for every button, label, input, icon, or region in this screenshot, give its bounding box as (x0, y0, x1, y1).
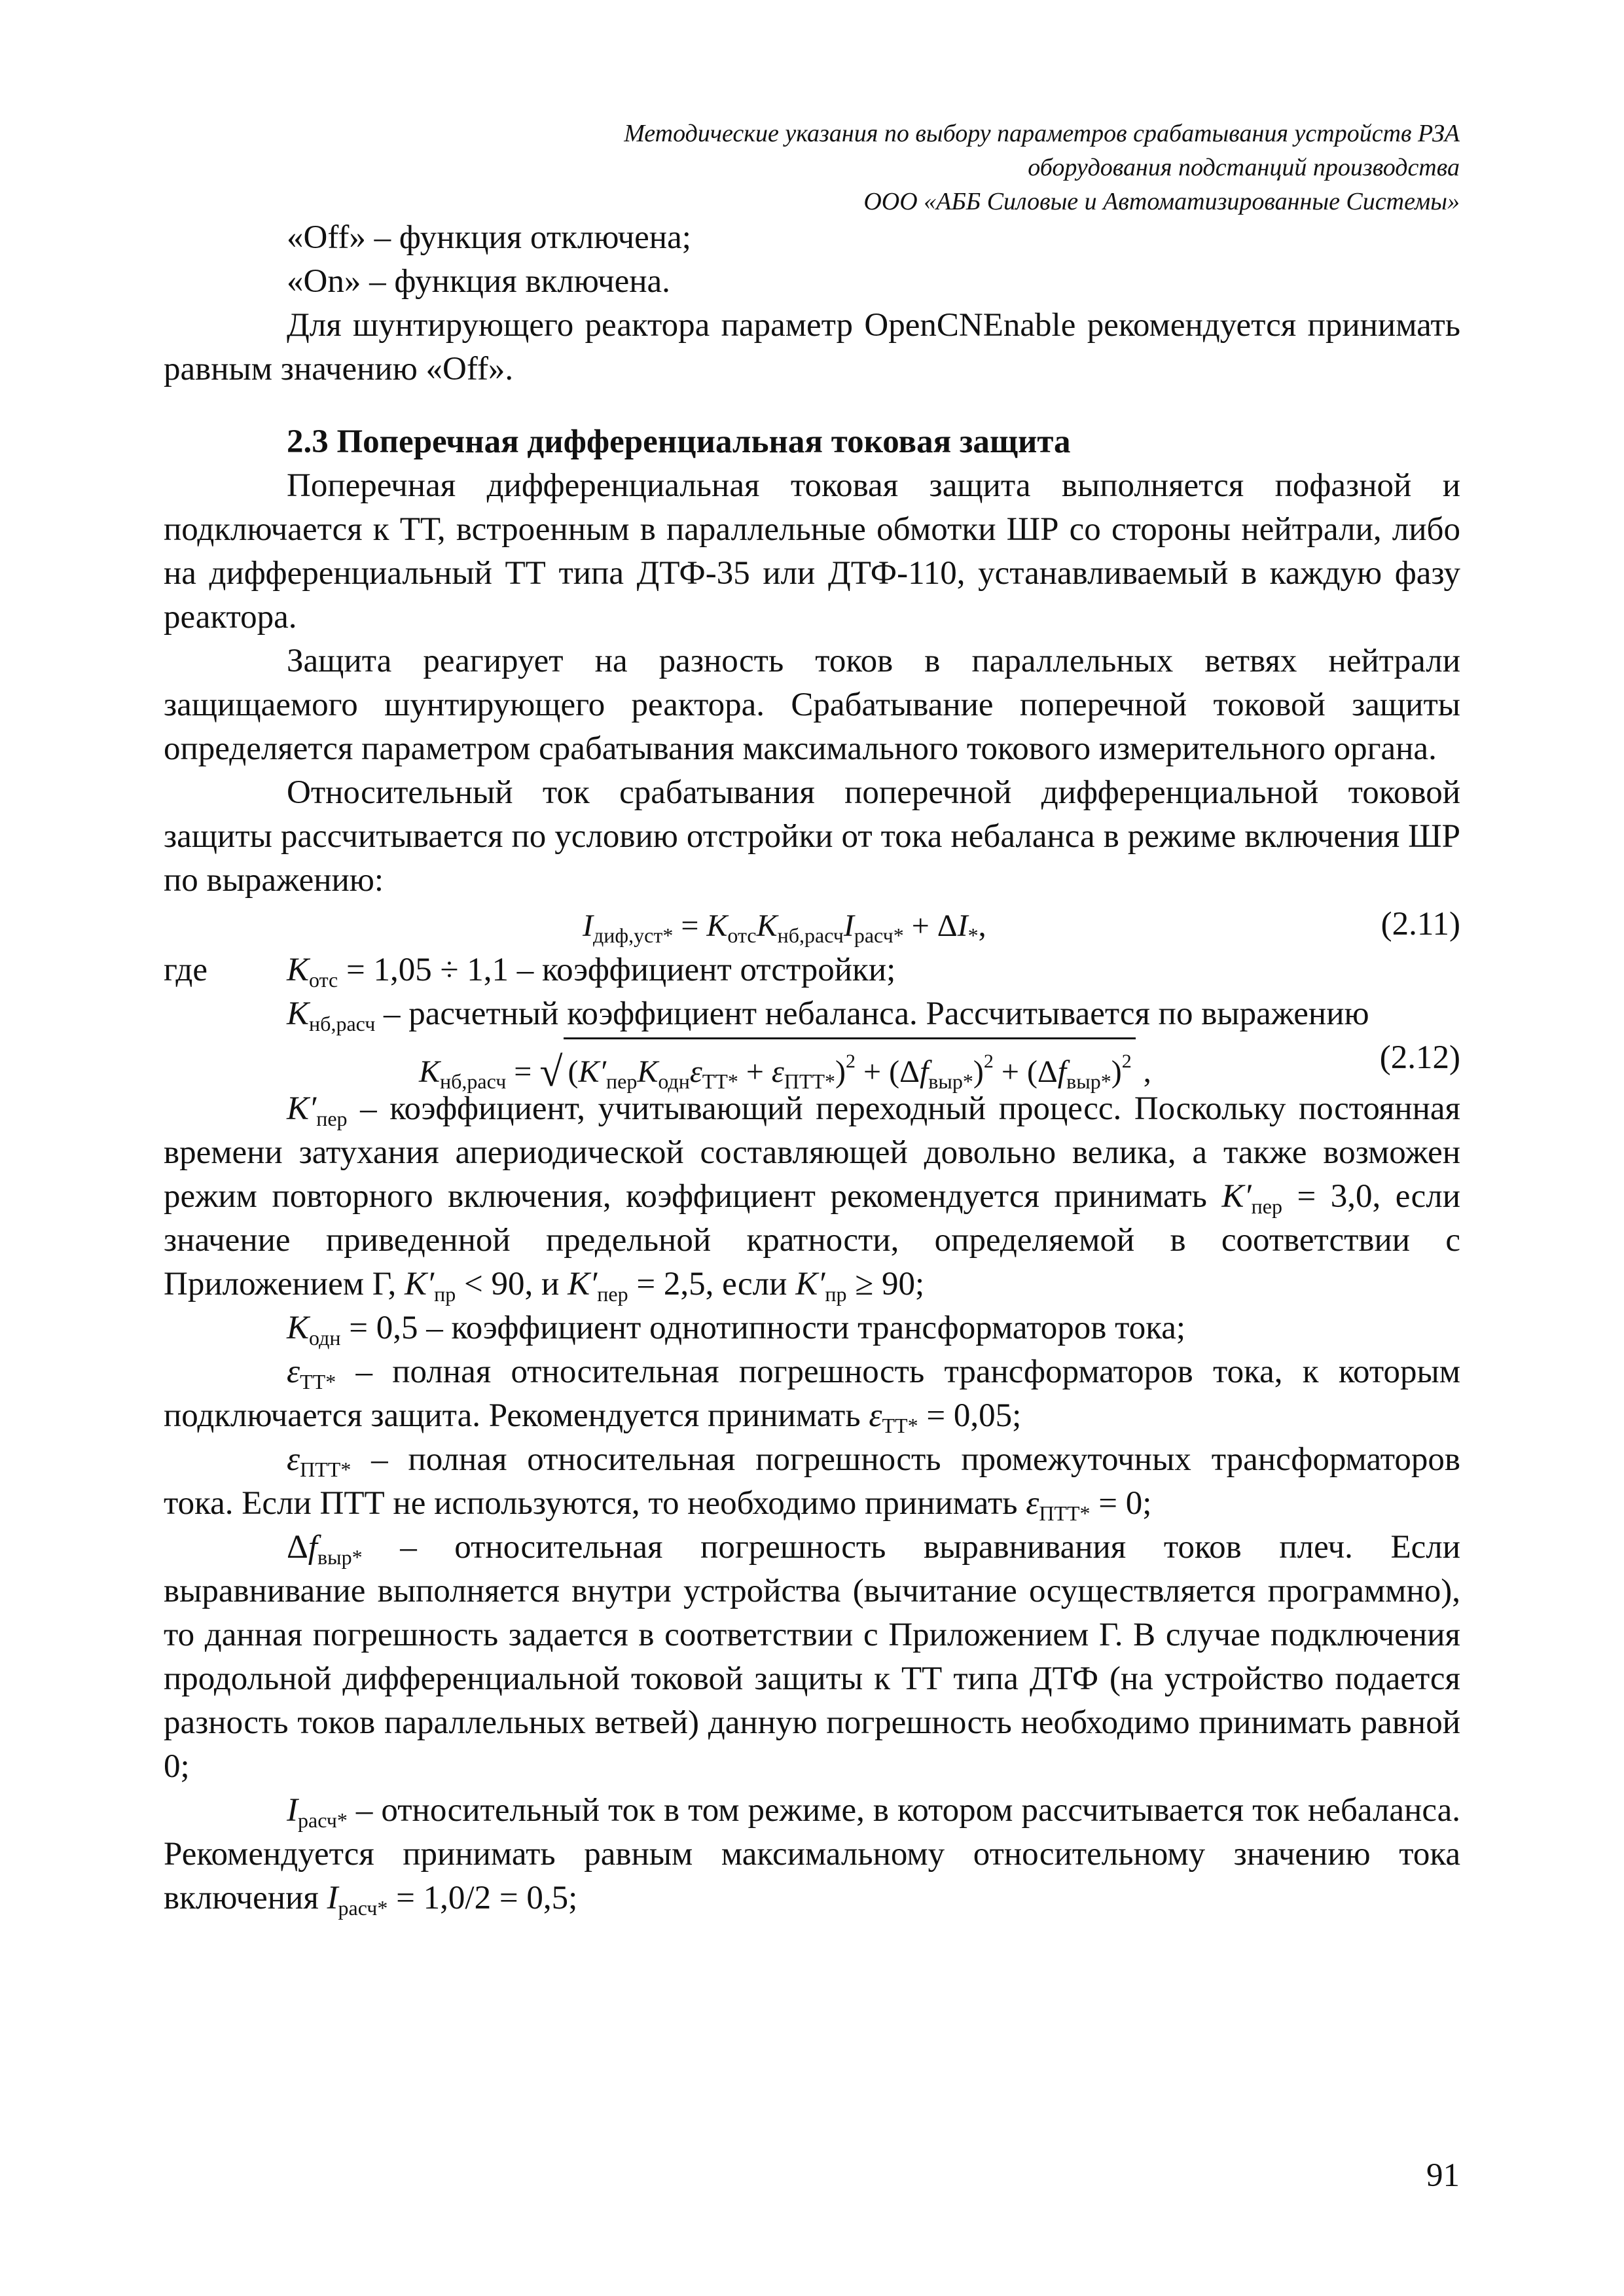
def-eps-ptt: $\varepsilon_{ПТТ*}$ – полная относительная погрешность промежуточных трансформаторов тока. Если ПТТ не используются, то необходимо принимать $\varepsilon_{ПТТ*} = 0$; (164, 1441, 1460, 1525)
where-k-ots: где $K_{отс} = 1,05 \div 1,1$ – коэффициент отстройки; (164, 948, 1460, 992)
formula-2-12 (164, 1036, 1460, 1095)
page-number: 91 (1426, 2157, 1460, 2194)
def-eps-tt: $\varepsilon_{ТТ*}$ – полная относительная погрешность трансформаторов тока, к которым подключается защита. Рекомендуется принимать $\varepsilon_{ТТ*} = 0,05$; (164, 1354, 1460, 1437)
formula-2-11 (164, 903, 1460, 948)
header-line-1: Методические указания по выбору параметров срабатывания устройств РЗА (624, 120, 1460, 147)
where-word: где (164, 952, 208, 988)
section-heading: 2.3 Поперечная дифференциальная токовая защита (287, 423, 1071, 460)
formula-2-11-number: (2.11) (1380, 906, 1460, 942)
def-df-vyr: $\Delta f_{выр*}$ – относительная погрешность выравнивания токов плеч. Если выравнивание выполняется внутри устройства (вычитание осуществляется программно), то данная погрешность задается в соответствии с Приложением Г. В случае подключения продольной дифференциальной токовой защиты к ТТ типа ДТФ (на устройство подается разность токов параллельных ветвей) данную погрешность необходимо принимать равной 0; (164, 1529, 1460, 1785)
formula-2-11-expression: $I_{диф,уст*} = K_{отс}K_{нб,расч}I_{расч*} + \Delta I_*$, (583, 908, 986, 947)
option-off: «Off» – функция отключена; (287, 219, 691, 256)
header-line-3: ООО «АББ Силовые и Автоматизированные Системы» (863, 188, 1460, 215)
body-text (164, 216, 1460, 1920)
def-k-odn: $K_{одн} = 0,5$ – коэффициент однотипности трансформаторов тока; (287, 1310, 1186, 1350)
where-k-nb: $K_{нб,расч}$ – расчетный коэффициент небаланса. Рассчитывается по выражению (287, 996, 1369, 1035)
running-header (347, 117, 1460, 219)
def-k-per: $K'_{пер}$ – коэффициент, учитывающий переходный процесс. Поскольку постоянная времени затухания апериодической составляющей довольно велика, а также возможен режим повторного включения, коэффициент рекомендуется принимать $K'_{пер} = 3,0$, если значение приведенной предельной кратности, определяемой в соответствии с Приложением Г, $K'_{пр} < 90$, и $K'_{пер} = 2,5$, если $K'_{пр} \ge 90$; (164, 1090, 1461, 1306)
paragraph-3: Относительный ток срабатывания поперечной дифференциальной токовой защиты рассчитывается по условию отстройки от тока небаланса в режиме включения ШР по выражению: (164, 774, 1460, 899)
def-i-rasch: $I_{расч*}$ – относительный ток в том режиме, в котором рассчитывается ток небаланса. Рекомендуется принимать равным максимальному относительному значению тока включения $I_{расч*} = 1,0/2 = 0,5$; (164, 1792, 1461, 1920)
header-line-2: оборудования подстанций производства (1028, 154, 1460, 181)
paragraph-2: Защита реагирует на разность токов в параллельных ветвях нейтрали защищаемого шунтирующего реактора. Срабатывание поперечной токовой защиты определяется параметром срабатывания максимального токового измерительного органа. (164, 643, 1460, 767)
paragraph-1: Поперечная дифференциальная токовая защита выполняется пофазной и подключается к ТТ, встроенным в параллельные обмотки ШР со стороны нейтрали, либо на дифференциальный ТТ типа ДТФ-35 или ДТФ-110, устанавливаемый в каждую фазу реактора. (164, 467, 1460, 636)
option-on: «On» – функция включена. (287, 263, 670, 300)
recommendation-paragraph: Для шунтирующего реактора параметр OpenCNEnable рекомендуется принимать равным значению «Off». (164, 307, 1460, 387)
formula-2-12-expression: $K_{нб,расч}$ = √ $(K'_{пер}K_{одн}\varepsilon_{ТТ*} + \varepsilon_{ПТТ*})^2 + (\Delta f_{выр*})^2 + (\Delta f_{выр*})^2$ , (419, 1037, 1151, 1094)
formula-2-12-number: (2.12) (1379, 1039, 1460, 1076)
